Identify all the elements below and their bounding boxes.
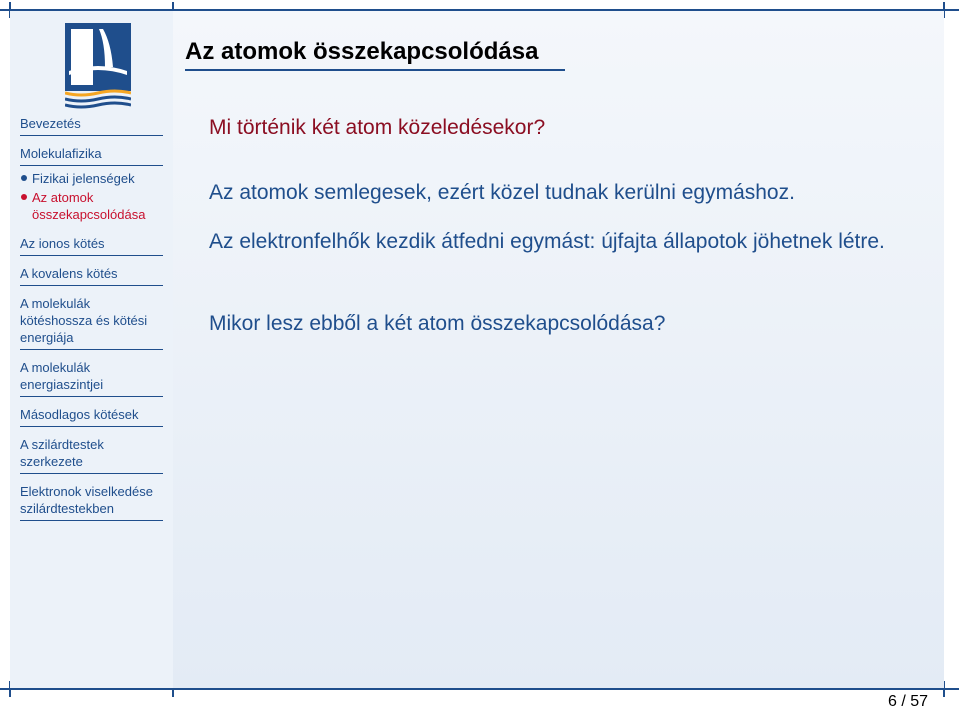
nav-divider [20,255,163,256]
slide-paragraph: Mikor lesz ebből a két atom összekapcsolódása? [209,312,666,335]
sidebar-item-ionos-kotes[interactable]: Az ionos kötés [20,236,105,251]
university-logo-icon [65,23,131,109]
nav-divider [20,285,163,286]
sidebar-subitem-label: Az atomok összekapcsolódása [32,190,146,222]
sidebar-subitem-label: Fizikai jelenségek [32,171,135,186]
nav-divider [20,520,163,521]
sidebar-item-masodlagos-kotesek[interactable]: Másodlagos kötések [20,407,139,422]
nav-divider [20,426,163,427]
nav-divider [20,165,163,166]
sidebar-item-energiaszintjei[interactable]: A molekulák energiaszintjei [20,360,104,392]
page-number: 6 / 57 [888,693,929,710]
bottom-frame-line [0,688,959,690]
slide-paragraph: Az atomok semlegesek, ezért közel tudnak kerülni egymáshoz. [209,181,795,204]
nav-divider [20,473,163,474]
sidebar-subitem-fizikai-jelensegek[interactable] [20,170,163,187]
sidebar-item-bevezetes[interactable]: Bevezetés [20,116,81,131]
nav-divider [20,135,163,136]
sidebar-item-szilardtestek-szerkezete[interactable]: A szilárdtestek szerkezete [20,437,104,469]
sidebar-item-kovalens-kotes[interactable]: A kovalens kötés [20,266,118,281]
sidebar-nav [20,115,163,530]
slide-question: Mi történik két atom közeledésekor? [209,116,546,139]
sidebar-item-molekulafizika[interactable]: Molekulafizika [20,146,102,161]
slide-content [173,11,944,688]
slide-paragraph: Az elektronfelhők kezdik átfedni egymást: újfajta állapotok jöhetnek létre. [209,230,885,253]
sidebar [10,11,173,688]
page-title: Az atomok összekapcsolódása [185,38,539,65]
title-underline [185,69,565,71]
bullet-icon [21,175,27,181]
nav-divider [20,349,163,350]
sidebar-item-elektronok-viselkedese[interactable]: Elektronok viselkedése szilárdtestekben [20,484,153,516]
nav-divider [20,396,163,397]
sidebar-item-kotéshossza[interactable]: A molekulák kötéshossza és kötési energiája [20,296,148,345]
sidebar-subitem-atomok-osszekapcsolodasa[interactable] [20,189,163,223]
